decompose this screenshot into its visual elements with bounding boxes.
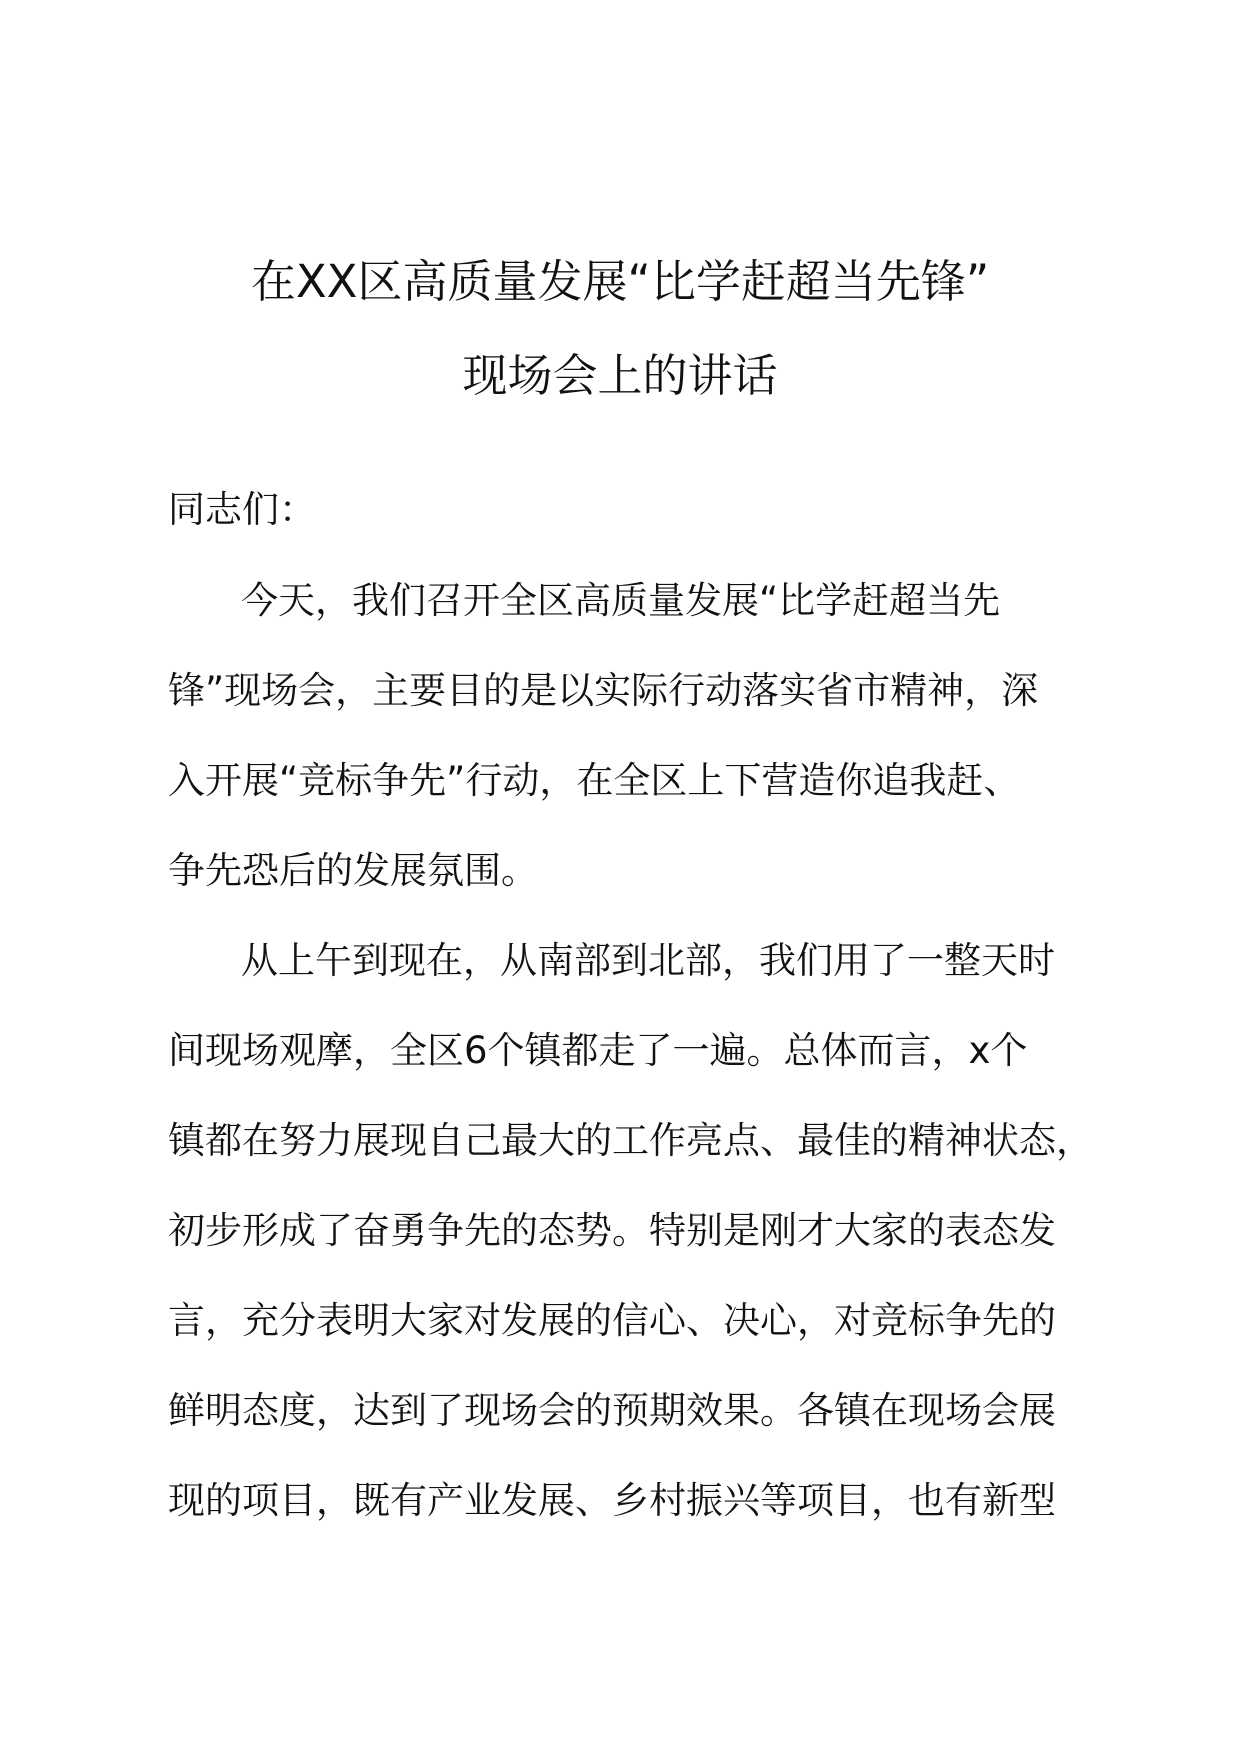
document-title-line-1: 在XX区高质量发展“比学赶超当先锋” bbox=[250, 255, 990, 308]
paragraph-line: 鲜明态度，达到了现场会的预期效果。各镇在现场会展 bbox=[168, 1389, 1056, 1432]
paragraph-line: 言，充分表明大家对发展的信心、决心，对竞标争先的 bbox=[168, 1299, 1056, 1342]
paragraph-line: 间现场观摩，全区6个镇都走了一遍。总体而言，x个 bbox=[168, 1029, 1028, 1072]
paragraph-line: 镇都在努力展现自己最大的工作亮点、最佳的精神状态， bbox=[168, 1119, 1093, 1162]
document-title-line-2: 现场会上的讲话 bbox=[462, 349, 778, 402]
paragraph-line: 初步形成了奋勇争先的态势。特别是刚才大家的表态发 bbox=[168, 1209, 1056, 1252]
paragraph-line: 从上午到现在，从南部到北部，我们用了一整天时 bbox=[241, 939, 1055, 982]
paragraph-line: 今天，我们召开全区高质量发展“比学赶超当先 bbox=[241, 579, 1001, 622]
salutation: 同志们： bbox=[168, 488, 316, 531]
paragraph-line: 入开展“竞标争先”行动，在全区上下营造你追我赶、 bbox=[168, 759, 1021, 802]
paragraph-line: 争先恐后的发展氛围。 bbox=[168, 849, 538, 892]
paragraph-line: 现的项目，既有产业发展、乡村振兴等项目，也有新型 bbox=[168, 1479, 1056, 1522]
paragraph-line: 锋”现场会，主要目的是以实际行动落实省市精神，深 bbox=[168, 669, 1039, 712]
